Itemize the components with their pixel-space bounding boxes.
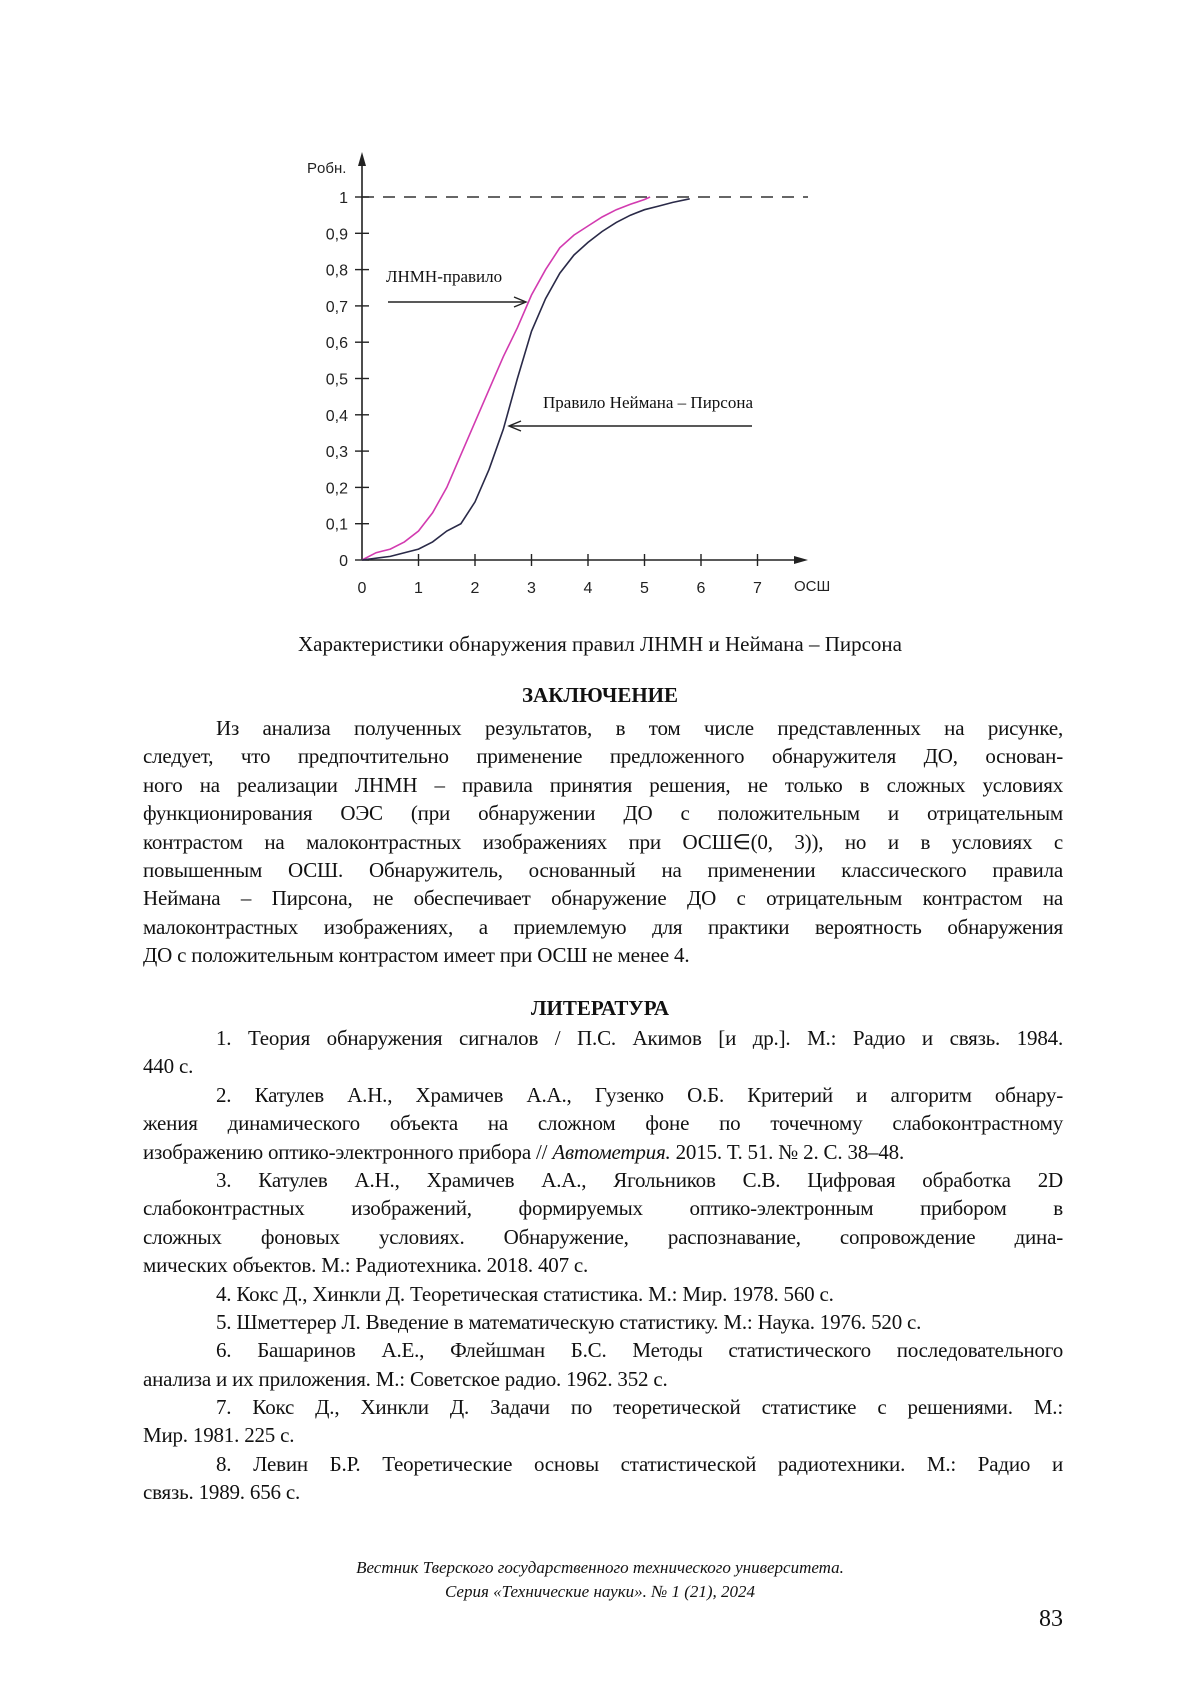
y-tick-label: 0,8 <box>326 263 348 280</box>
x-tick-label: 2 <box>471 580 480 597</box>
reference-line: 8. Левин Б.Р. Теоретические основы статистической радиотехники. М.: Радио и <box>143 1450 1063 1478</box>
y-axis-label: Pобн. <box>307 160 346 177</box>
reference-line: связь. 1989. 656 с. <box>143 1478 1063 1506</box>
x-tick-label: 3 <box>527 580 536 597</box>
series-line-neyman-pearson <box>362 199 690 560</box>
x-axis-arrow-icon <box>794 556 808 564</box>
reference-line: 6. Башаринов А.Е., Флейшман Б.С. Методы статистического последовательного <box>143 1336 1063 1364</box>
reference-line: 3. Катулев А.Н., Храмичев А.А., Ягольников С.В. Цифровая обработка 2D <box>143 1166 1063 1194</box>
x-tick-label: 7 <box>753 580 762 597</box>
reference-line: анализа и их приложения. М.: Советское радио. 1962. 352 с. <box>143 1365 1063 1393</box>
paragraph-line: контрастом на малоконтрастных изображениях при ОСШ∈(0, 3)), но и в условиях с <box>143 828 1063 856</box>
reference-line: 2. Катулев А.Н., Храмичев А.А., Гузенко О.Б. Критерий и алгоритм обнару- <box>143 1081 1063 1109</box>
reference-line: сложных фоновых условиях. Обнаружение, распознавание, сопровождение дина- <box>143 1223 1063 1251</box>
figure-caption: Характеристики обнаружения правил ЛНМН и Неймана – Пирсона <box>0 632 1200 657</box>
journal-title-italic: Автометрия. <box>552 1140 670 1164</box>
series-line-lnmn <box>362 197 650 560</box>
paragraph-line: Из анализа полученных результатов, в том числе представленных на рисунке, <box>143 714 1063 742</box>
y-tick-label: 0 <box>339 553 348 570</box>
text-segment: изображению оптико-электронного прибора // <box>143 1140 552 1164</box>
paragraph-line: следует, что предпочтительно применение предложенного обнаружителя ДО, основан- <box>143 742 1063 770</box>
x-tick-label: 4 <box>584 580 593 597</box>
y-tick-label: 0,4 <box>326 408 348 425</box>
y-tick-label: 0,1 <box>326 517 348 534</box>
reference-line: 4. Кокс Д., Хинкли Д. Теоретическая статистика. М.: Мир. 1978. 560 с. <box>143 1280 1063 1308</box>
y-tick-label: 0,7 <box>326 299 348 316</box>
paragraph-line: ного на реализации ЛНМН – правила принятия решения, не только в сложных условиях <box>143 771 1063 799</box>
paragraph-line: Неймана – Пирсона, не обеспечивает обнаружение ДО с отрицательным контрастом на <box>143 884 1063 912</box>
paragraph-line: ДО с положительным контрастом имеет при ОСШ не менее 4. <box>143 941 1063 969</box>
y-tick-label: 0,9 <box>326 226 348 243</box>
conclusion-paragraph <box>143 714 1063 970</box>
reference-line: жения динамического объекта на сложном фоне по точечному слабоконтрастному <box>143 1109 1063 1137</box>
annotation-lnmn: ЛНМН-правило <box>386 267 502 286</box>
x-tick-label: 0 <box>358 580 367 597</box>
journal-series: Серия «Технические науки». № 1 (21), 2024 <box>0 1582 1200 1602</box>
y-tick-label: 0,2 <box>326 480 348 497</box>
reference-line: мических объектов. М.: Радиотехника. 2018. 407 с. <box>143 1251 1063 1279</box>
x-tick-label: 1 <box>414 580 423 597</box>
references-heading: ЛИТЕРАТУРА <box>0 996 1200 1021</box>
reference-line: 1. Теория обнаружения сигналов / П.С. Акимов [и др.]. М.: Радио и связь. 1984. <box>143 1024 1063 1052</box>
paragraph-line: функционирования ОЭС (при обнаружении ДО с положительным и отрицательным <box>143 799 1063 827</box>
conclusion-heading: ЗАКЛЮЧЕНИЕ <box>0 683 1200 708</box>
reference-line: Мир. 1981. 225 с. <box>143 1421 1063 1449</box>
x-tick-label: 6 <box>697 580 706 597</box>
references-list <box>143 1024 1063 1507</box>
reference-line <box>143 1138 1063 1166</box>
y-tick-label: 0,6 <box>326 335 348 352</box>
y-tick-label: 1 <box>339 190 348 207</box>
reference-line: 5. Шметтерер Л. Введение в математическую статистику. М.: Наука. 1976. 520 с. <box>143 1308 1063 1336</box>
page-number: 83 <box>1039 1606 1063 1633</box>
x-axis-label: ОСШ <box>794 578 830 595</box>
reference-line: слабоконтрастных изображений, формируемых оптико-электронным прибором в <box>143 1194 1063 1222</box>
y-tick-label: 0,5 <box>326 372 348 389</box>
y-axis-arrow-icon <box>358 152 366 166</box>
x-tick-label: 5 <box>640 580 649 597</box>
paragraph-line: повышенным ОСШ. Обнаружитель, основанный на применении классического правила <box>143 856 1063 884</box>
text-segment: 2015. Т. 51. № 2. С. 38–48. <box>671 1140 904 1164</box>
reference-line: 440 с. <box>143 1052 1063 1080</box>
journal-name: Вестник Тверского государственного технического университета. <box>0 1558 1200 1578</box>
paragraph-line: малоконтрастных изображениях, а приемлемую для практики вероятность обнаружения <box>143 913 1063 941</box>
reference-line: 7. Кокс Д., Хинкли Д. Задачи по теоретической статистике с решениями. М.: <box>143 1393 1063 1421</box>
annotation-neyman-pearson: Правило Неймана – Пирсона <box>543 393 753 412</box>
y-tick-label: 0,3 <box>326 444 348 461</box>
detection-characteristics-chart <box>0 0 1200 640</box>
